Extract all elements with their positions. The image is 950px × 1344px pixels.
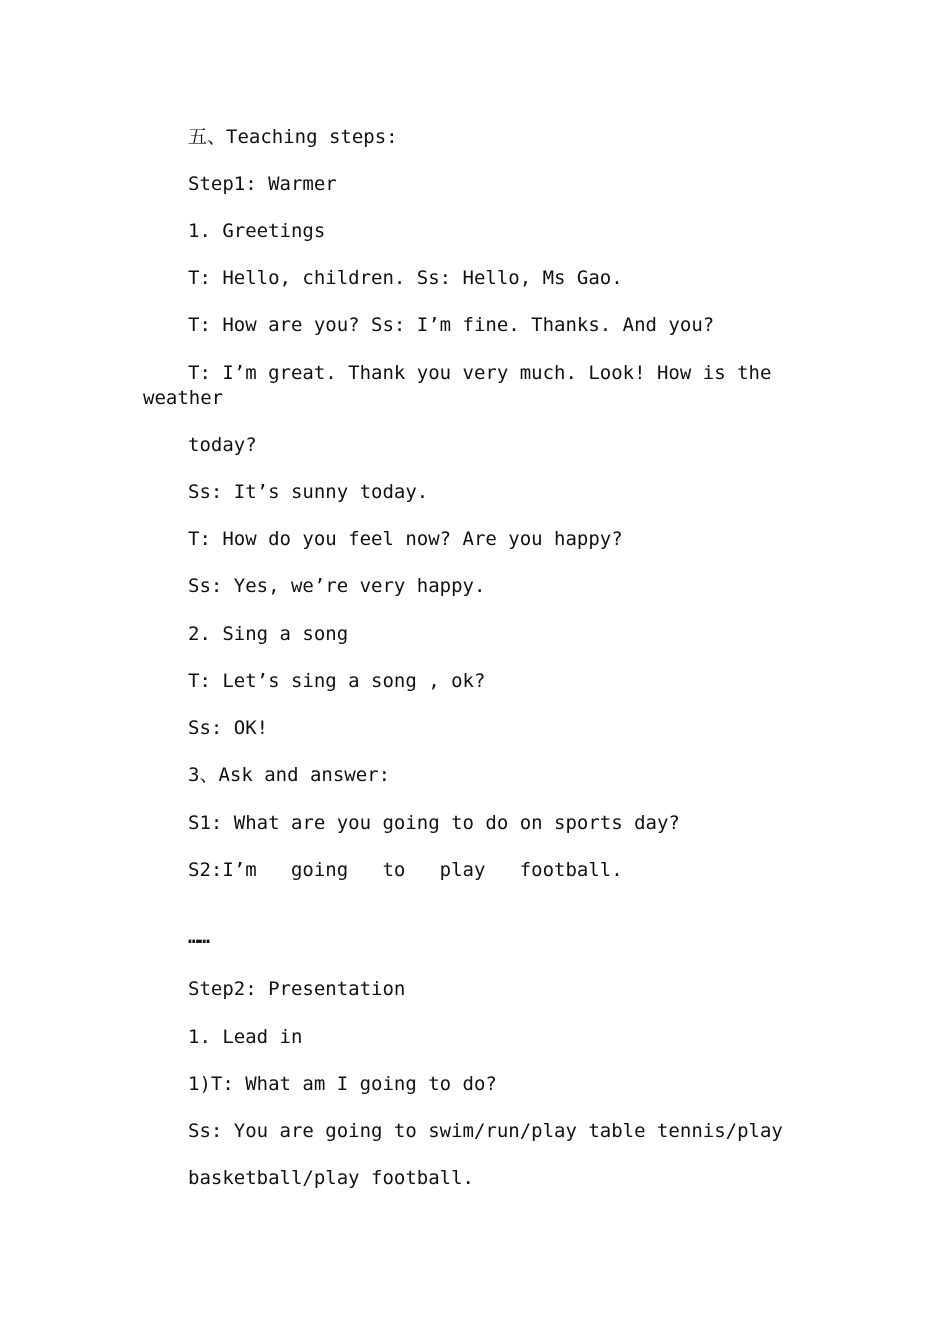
section-heading: 五、Teaching steps: (188, 126, 398, 148)
dialogue-line: Ss: OK! (188, 717, 269, 739)
dialogue-line-wrap: weather (143, 387, 224, 409)
dialogue-line: Ss: It’s sunny today. (188, 481, 429, 503)
dialogue-line: S1: What are you going to do on sports day? (188, 812, 680, 834)
dialogue-line: Ss: You are going to swim/run/play table tennis/play (188, 1120, 783, 1142)
dialogue-line: T: How do you feel now? Are you happy? (188, 528, 623, 550)
ellipsis: …… (188, 926, 209, 948)
dialogue-line: 1)T: What am I going to do? (188, 1073, 497, 1095)
step1-heading: Step1: Warmer (188, 173, 337, 195)
step2-heading: Step2: Presentation (188, 978, 406, 1000)
dialogue-line: basketball/play football. (188, 1167, 474, 1189)
dialogue-line: today? (188, 434, 257, 456)
dialogue-line: Ss: Yes, we’re very happy. (188, 575, 486, 597)
greetings-heading: 1. Greetings (188, 220, 326, 242)
dialogue-line: T: Let’s sing a song , ok? (188, 670, 486, 692)
dialogue-line: S2:I’m going to play football. (188, 859, 623, 881)
dialogue-line: T: I’m great. Thank you very much. Look! How is the (188, 362, 772, 384)
sing-song-heading: 2. Sing a song (188, 623, 349, 645)
dialogue-line: T: How are you? Ss: I’m fine. Thanks. And you? (188, 314, 715, 336)
dialogue-line: T: Hello, children. Ss: Hello, Ms Gao. (188, 267, 623, 289)
ask-answer-heading: 3、Ask and answer: (188, 764, 391, 786)
lead-in-heading: 1. Lead in (188, 1026, 303, 1048)
